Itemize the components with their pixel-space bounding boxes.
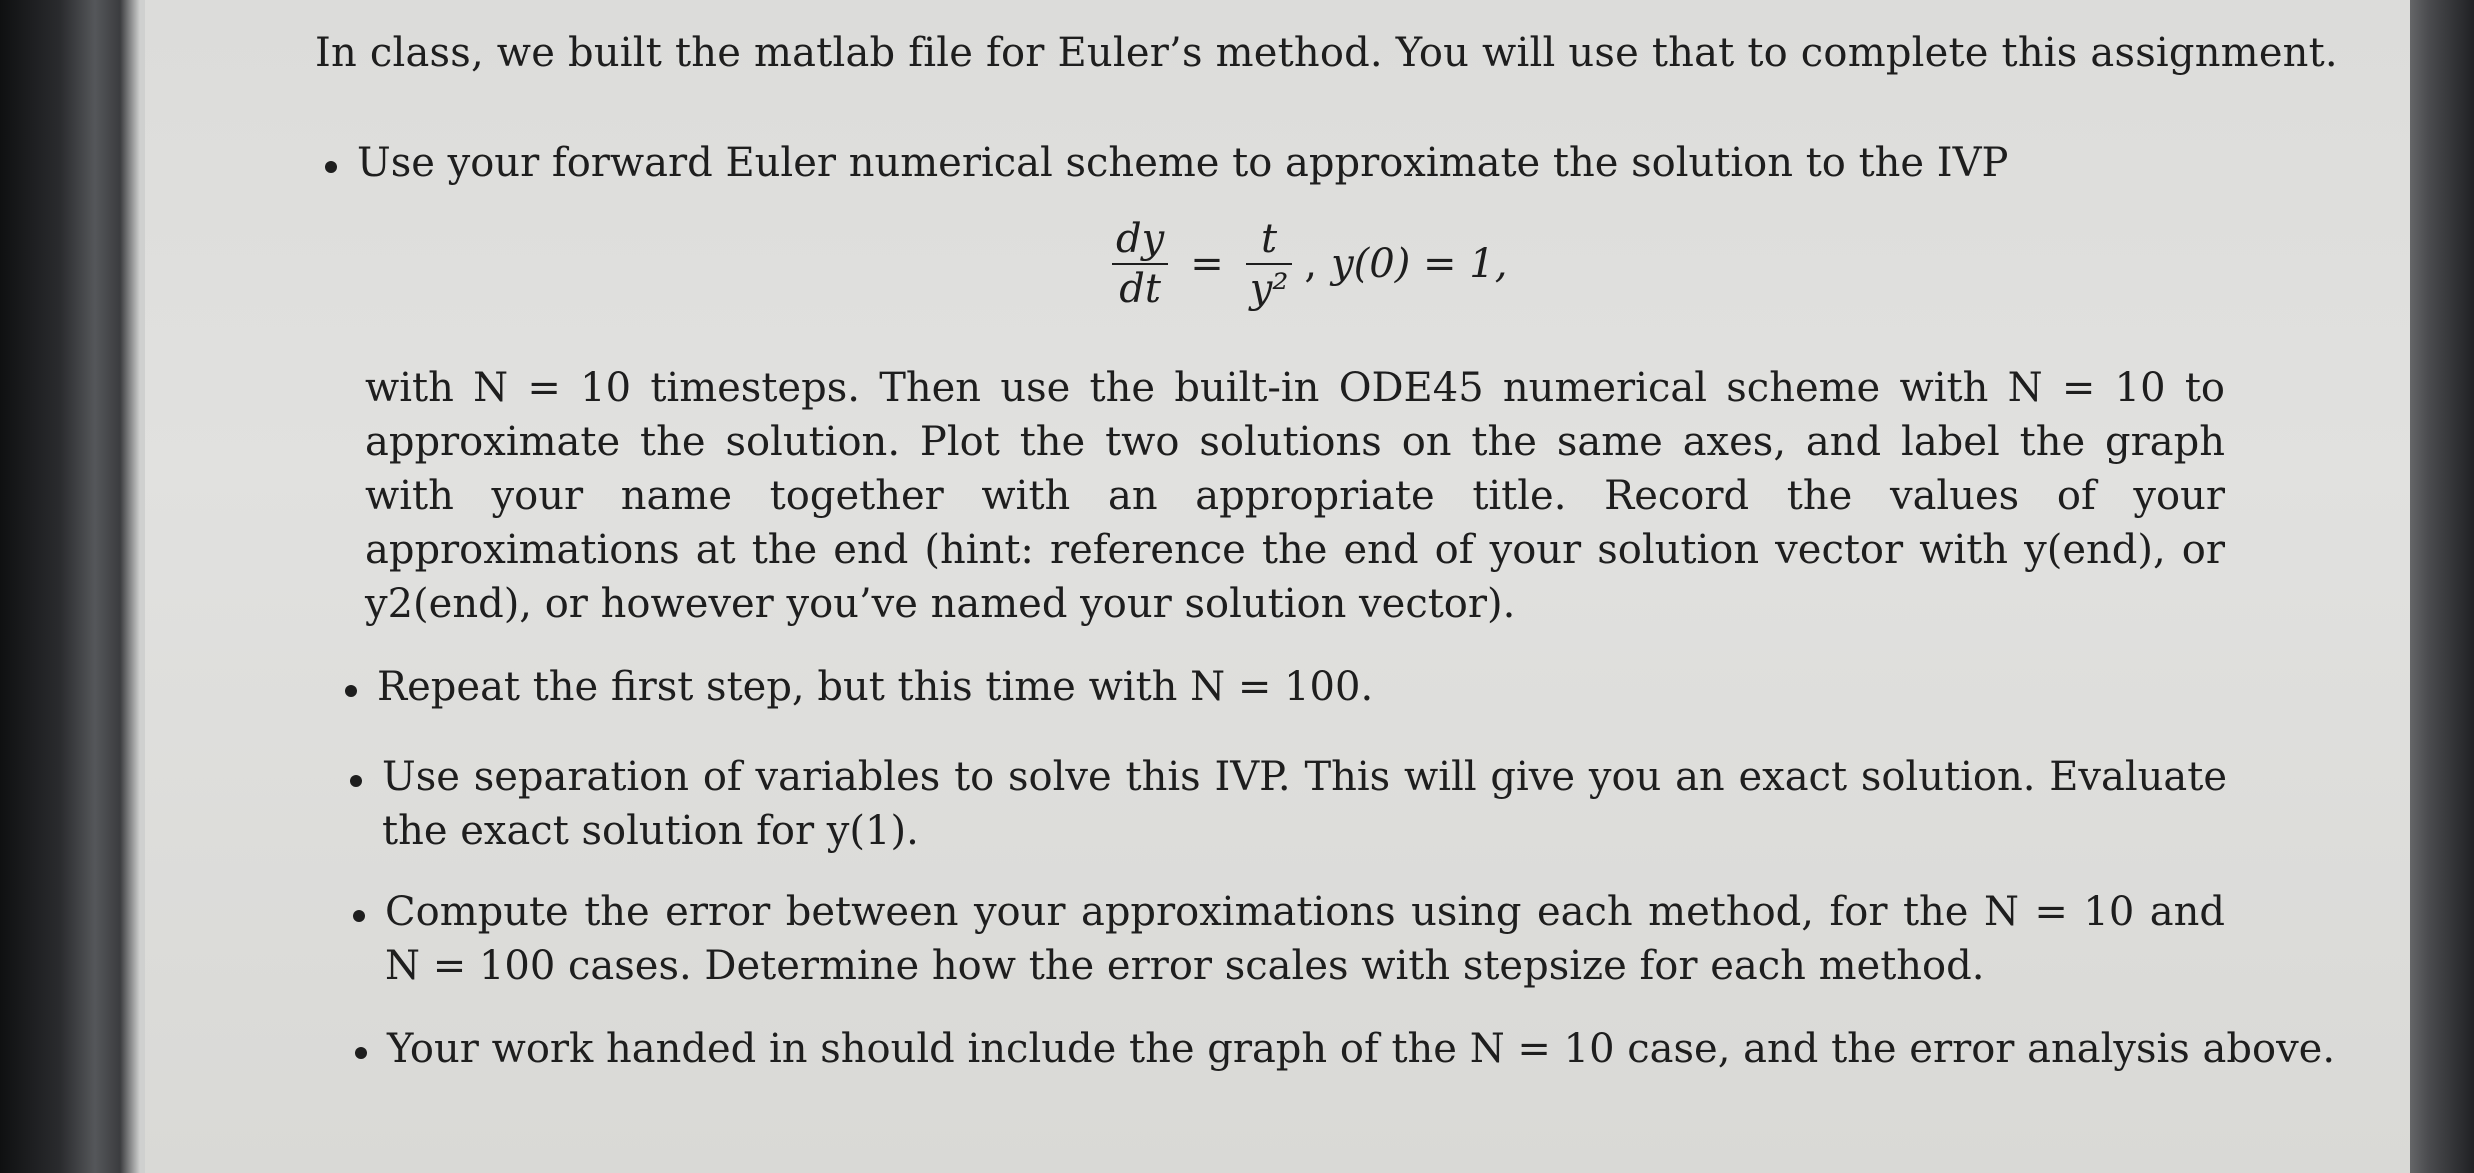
bullet-dot	[345, 685, 357, 697]
fraction-denominator: y²	[1249, 266, 1289, 312]
dy-dt-fraction	[1112, 215, 1168, 313]
ivp-equation	[1100, 215, 1507, 313]
bullet-dot	[353, 910, 365, 922]
fraction-numerator: dy	[1116, 216, 1165, 262]
bullet-text: Repeat the first step, but this time with N = 100.	[377, 664, 1374, 710]
list-item	[355, 1022, 2336, 1082]
equation-separator: ,	[1304, 241, 1318, 287]
bullet-dot	[350, 775, 362, 787]
list-item	[350, 750, 2250, 860]
bullet-body: with N = 10 timesteps. Then use the built-in ODE45 numerical scheme with N = 10 to approximate the solution. Plot the two solutions on the same axes, and label the graph with your name together with an appropriate title. Record the values of your approximations at the end (hint: reference the end of your solution vector with y(end), or y2(end), or however you’ve named your solution vector).	[365, 365, 2225, 627]
bullet-dot	[325, 161, 337, 173]
equals-sign: =	[1190, 241, 1224, 287]
t-over-y2-fraction	[1246, 215, 1293, 313]
fraction-numerator: t	[1261, 216, 1278, 262]
document-page	[145, 0, 2410, 1173]
bullet-lead: Use your forward Euler numerical scheme to approximate the solution to the IVP	[357, 140, 2009, 186]
bullet-text: Compute the error between your approximations using each method, for the N = 10 and N = 100 cases. Determine how the error scales with stepsize for each method.	[385, 889, 2225, 989]
bullet-text: Use separation of variables to solve this IVP. This will give you an exact solution. Evaluate the exact solution for y(1).	[382, 754, 2227, 854]
intro-text: In class, we built the matlab file for Euler’s method. You will use that to complete this assignment.	[315, 30, 2338, 76]
bullet-dot	[355, 1047, 367, 1059]
bullet-text: Your work handed in should include the graph of the N = 10 case, and the error analysis above.	[387, 1026, 2336, 1072]
list-item	[353, 885, 2253, 995]
list-item	[325, 136, 2245, 636]
list-item	[345, 660, 2245, 720]
fraction-denominator: dt	[1119, 266, 1161, 312]
initial-condition: y(0) = 1,	[1331, 241, 1508, 287]
